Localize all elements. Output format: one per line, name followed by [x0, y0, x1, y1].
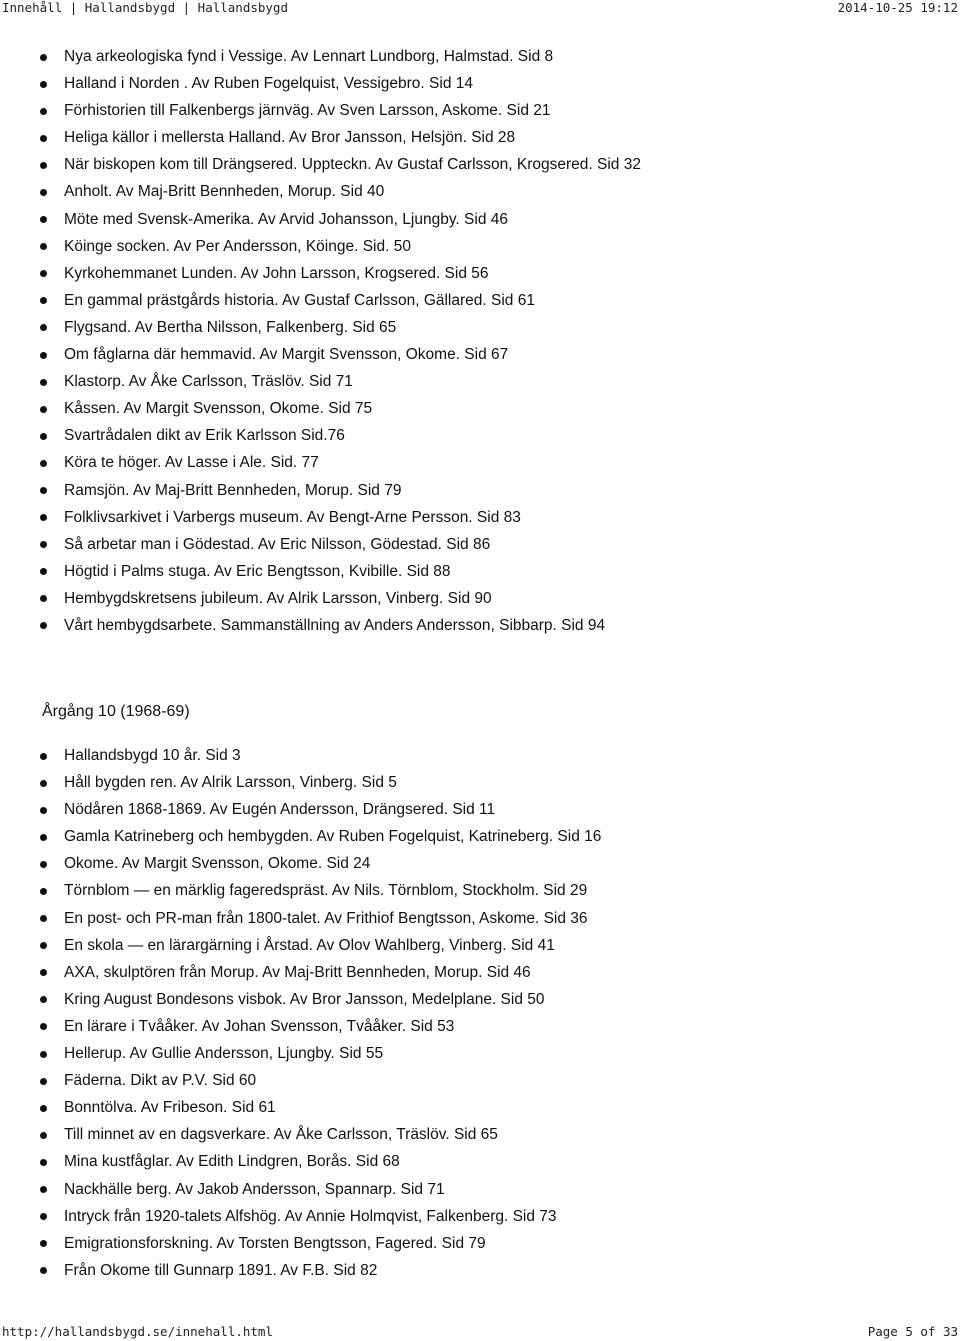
list-item-text: Klastorp. Av Åke Carlsson, Träslöv. Sid 71 [64, 373, 353, 391]
list-item-text: Till minnet av en dagsverkare. Av Åke Carlsson, Träslöv. Sid 65 [64, 1126, 498, 1144]
list-item-text: Svartrådalen dikt av Erik Karlsson Sid.76 [64, 427, 345, 445]
list-item-text: Nya arkeologiska fynd i Vessige. Av Lennart Lundborg, Halmstad. Sid 8 [64, 48, 554, 65]
list-item [0, 1257, 601, 1284]
bullet-icon [40, 379, 47, 386]
list-item-text: Kring August Bondesons visbok. Av Bror Jansson, Medelplane. Sid 50 [64, 990, 545, 1008]
page-url: http://hallandsbygd.se/innehall.html [2, 1324, 273, 1339]
list-item-text: Nackhälle berg. Av Jakob Andersson, Spannarp. Sid 71 [64, 1180, 445, 1198]
list-item [0, 612, 641, 639]
list-item [0, 368, 641, 395]
bullet-icon [40, 1132, 47, 1139]
bullet-icon [40, 996, 47, 1003]
list-item [0, 97, 641, 124]
list-item [0, 769, 601, 796]
list-item-text: En skola — en lärargärning i Årstad. Av Olov Wahlberg, Vinberg. Sid 41 [64, 936, 555, 954]
print-timestamp: 2014-10-25 19:12 [837, 0, 958, 15]
list-item-text: Köra te höger. Av Lasse i Ale. Sid. 77 [64, 454, 319, 472]
bullet-icon [40, 297, 47, 304]
bullet-icon [40, 216, 47, 223]
list-item [0, 850, 601, 877]
bullet-icon [40, 81, 47, 88]
list-item [0, 823, 601, 850]
list-item-text: Förhistorien till Falkenbergs järnväg. Av Sven Larsson, Askome. Sid 21 [64, 102, 551, 120]
list-item [0, 395, 641, 422]
bullet-icon [40, 270, 47, 277]
list-item-text: Intryck från 1920-talets Alfshög. Av Annie Holmqvist, Falkenberg. Sid 73 [64, 1207, 557, 1225]
list-item-text: Fäderna. Dikt av P.V. Sid 60 [64, 1072, 257, 1090]
list-item-text: Anholt. Av Maj-Britt Bennheden, Morup. Sid 40 [64, 183, 385, 201]
list-item-text: Hallandsbygd 10 år. Sid 3 [64, 747, 241, 764]
list-item-text: Hellerup. Av Gullie Andersson, Ljungby. Sid 55 [64, 1045, 384, 1063]
list-item-text: En lärare i Tvååker. Av Johan Svensson, Tvååker. Sid 53 [64, 1017, 455, 1035]
list-item [0, 449, 641, 476]
bullet-icon [40, 433, 47, 440]
bullet-icon [40, 1186, 47, 1193]
bullet-icon [40, 460, 47, 467]
list-item [0, 1040, 601, 1067]
list-item [0, 124, 641, 151]
bullet-icon [40, 352, 47, 359]
list-item [0, 558, 641, 585]
list-item-text: Kyrkohemmanet Lunden. Av John Larsson, Krogsered. Sid 56 [64, 264, 489, 282]
list-item [0, 1148, 601, 1175]
list-item-text: Så arbetar man i Gödestad. Av Eric Nilsson, Gödestad. Sid 86 [64, 535, 491, 553]
bullet-icon [40, 1267, 47, 1274]
list-item [0, 178, 641, 205]
bullet-icon [40, 1240, 47, 1247]
list-item-text: Okome. Av Margit Svensson, Okome. Sid 24 [64, 855, 371, 873]
list-item-text: Folklivsarkivet i Varbergs museum. Av Bengt-Arne Persson. Sid 83 [64, 508, 521, 526]
list-item-text: Heliga källor i mellersta Halland. Av Bror Jansson, Helsjön. Sid 28 [64, 129, 516, 147]
bullet-icon [40, 969, 47, 976]
list-item-text: Hembygdskretsens jubileum. Av Alrik Larsson, Vinberg. Sid 90 [64, 589, 492, 607]
list-item-text: Högtid i Palms stuga. Av Eric Bengtsson, Kvibille. Sid 88 [64, 562, 451, 580]
list-item [0, 1121, 601, 1148]
bullet-icon [40, 54, 47, 61]
bullet-icon [40, 753, 47, 760]
list-item [0, 1176, 601, 1203]
bullet-icon [40, 622, 47, 629]
list-item-text: Mina kustfåglar. Av Edith Lindgren, Borås. Sid 68 [64, 1153, 400, 1171]
list-item [0, 585, 641, 612]
list-item [0, 206, 641, 233]
bullet-icon [40, 942, 47, 949]
bullet-icon [40, 1051, 47, 1058]
list-item-text: Möte med Svensk-Amerika. Av Arvid Johansson, Ljungby. Sid 46 [64, 210, 508, 228]
list-item-text: Emigrationsforskning. Av Torsten Bengtsson, Fagered. Sid 79 [64, 1234, 486, 1252]
list-item [0, 1230, 601, 1257]
list-item [0, 260, 641, 287]
list-item [0, 1203, 601, 1230]
bullet-icon [40, 162, 47, 169]
list-item [0, 341, 641, 368]
bullet-icon [40, 189, 47, 196]
list-item-text: Om fåglarna där hemmavid. Av Margit Svensson, Okome. Sid 67 [64, 346, 509, 364]
bullet-icon [40, 243, 47, 250]
list-item-text: Håll bygden ren. Av Alrik Larsson, Vinberg. Sid 5 [64, 774, 397, 792]
list-item-text: En gammal prästgårds historia. Av Gustaf Carlsson, Gällared. Sid 61 [64, 291, 535, 309]
list-item [0, 1067, 601, 1094]
bullet-icon [40, 1078, 47, 1085]
list-item-text: En post- och PR-man från 1800-talet. Av Frithiof Bengtsson, Askome. Sid 36 [64, 909, 588, 927]
list-item-text: Köinge socken. Av Per Andersson, Köinge. Sid. 50 [64, 237, 411, 255]
list-item [0, 905, 601, 932]
bullet-icon [40, 1159, 47, 1166]
list-item [0, 314, 641, 341]
bullet-icon [40, 1105, 47, 1112]
bullet-icon [40, 487, 47, 494]
list-item [0, 986, 601, 1013]
bullet-icon [40, 568, 47, 575]
list-item-text: Gamla Katrineberg och hembygden. Av Ruben Fogelquist, Katrineberg. Sid 16 [64, 828, 602, 846]
bullet-icon [40, 135, 47, 142]
print-header [0, 0, 960, 16]
list-item-text: Nödåren 1868-1869. Av Eugén Andersson, Drängsered. Sid 11 [64, 801, 496, 819]
list-item-text: AXA, skulptören från Morup. Av Maj-Britt Bennheden, Morup. Sid 46 [64, 963, 531, 981]
bullet-icon [40, 324, 47, 331]
list-item [0, 1094, 601, 1121]
list-item-text: Flygsand. Av Bertha Nilsson, Falkenberg. Sid 65 [64, 318, 397, 336]
list-item [0, 422, 641, 449]
bullet-icon [40, 514, 47, 521]
bullet-icon [40, 1023, 47, 1030]
list-item [0, 531, 641, 558]
list-item-text: Kåssen. Av Margit Svensson, Okome. Sid 75 [64, 400, 373, 418]
bullet-icon [40, 915, 47, 922]
list-item-text: Ramsjön. Av Maj-Britt Bennheden, Morup. Sid 79 [64, 481, 402, 499]
bullet-icon [40, 108, 47, 115]
list-item [0, 877, 601, 904]
bullet-icon [40, 595, 47, 602]
list-item [0, 1013, 601, 1040]
bullet-icon [40, 861, 47, 868]
list-item [0, 70, 641, 97]
list-item [0, 233, 641, 260]
list-item [0, 504, 641, 531]
list-item-text: Bonntölva. Av Fribeson. Sid 61 [64, 1099, 276, 1117]
article-list-1 [0, 43, 641, 639]
list-item [0, 796, 601, 823]
list-item [0, 932, 601, 959]
list-item-text: Halland i Norden . Av Ruben Fogelquist, Vessigebro. Sid 14 [64, 75, 473, 93]
bullet-icon [40, 888, 47, 895]
article-list-2 [0, 742, 601, 1284]
list-item-text: När biskopen kom till Drängsered. Uppteckn. Av Gustaf Carlsson, Krogsered. Sid 32 [64, 156, 641, 174]
print-footer [0, 1324, 960, 1341]
list-item [0, 742, 601, 769]
bullet-icon [40, 807, 47, 814]
bullet-icon [40, 834, 47, 841]
list-item [0, 43, 641, 70]
page-title: Innehåll | Hallandsbygd | Hallandsbygd [2, 0, 288, 15]
page-number: Page 5 of 33 [867, 1324, 958, 1339]
list-item-text: Vårt hembygdsarbete. Sammanställning av Anders Andersson, Sibbarp. Sid 94 [64, 616, 606, 634]
bullet-icon [40, 541, 47, 548]
list-item [0, 151, 641, 178]
volume-heading: Årgång 10 (1968-69) [42, 703, 190, 720]
bullet-icon [40, 780, 47, 787]
bullet-icon [40, 1213, 47, 1220]
list-item [0, 477, 641, 504]
list-item [0, 287, 641, 314]
list-item [0, 959, 601, 986]
list-item-text: Från Okome till Gunnarp 1891. Av F.B. Sid 82 [64, 1261, 378, 1279]
list-item-text: Törnblom — en märklig fageredspräst. Av Nils. Törnblom, Stockholm. Sid 29 [64, 882, 588, 900]
bullet-icon [40, 406, 47, 413]
